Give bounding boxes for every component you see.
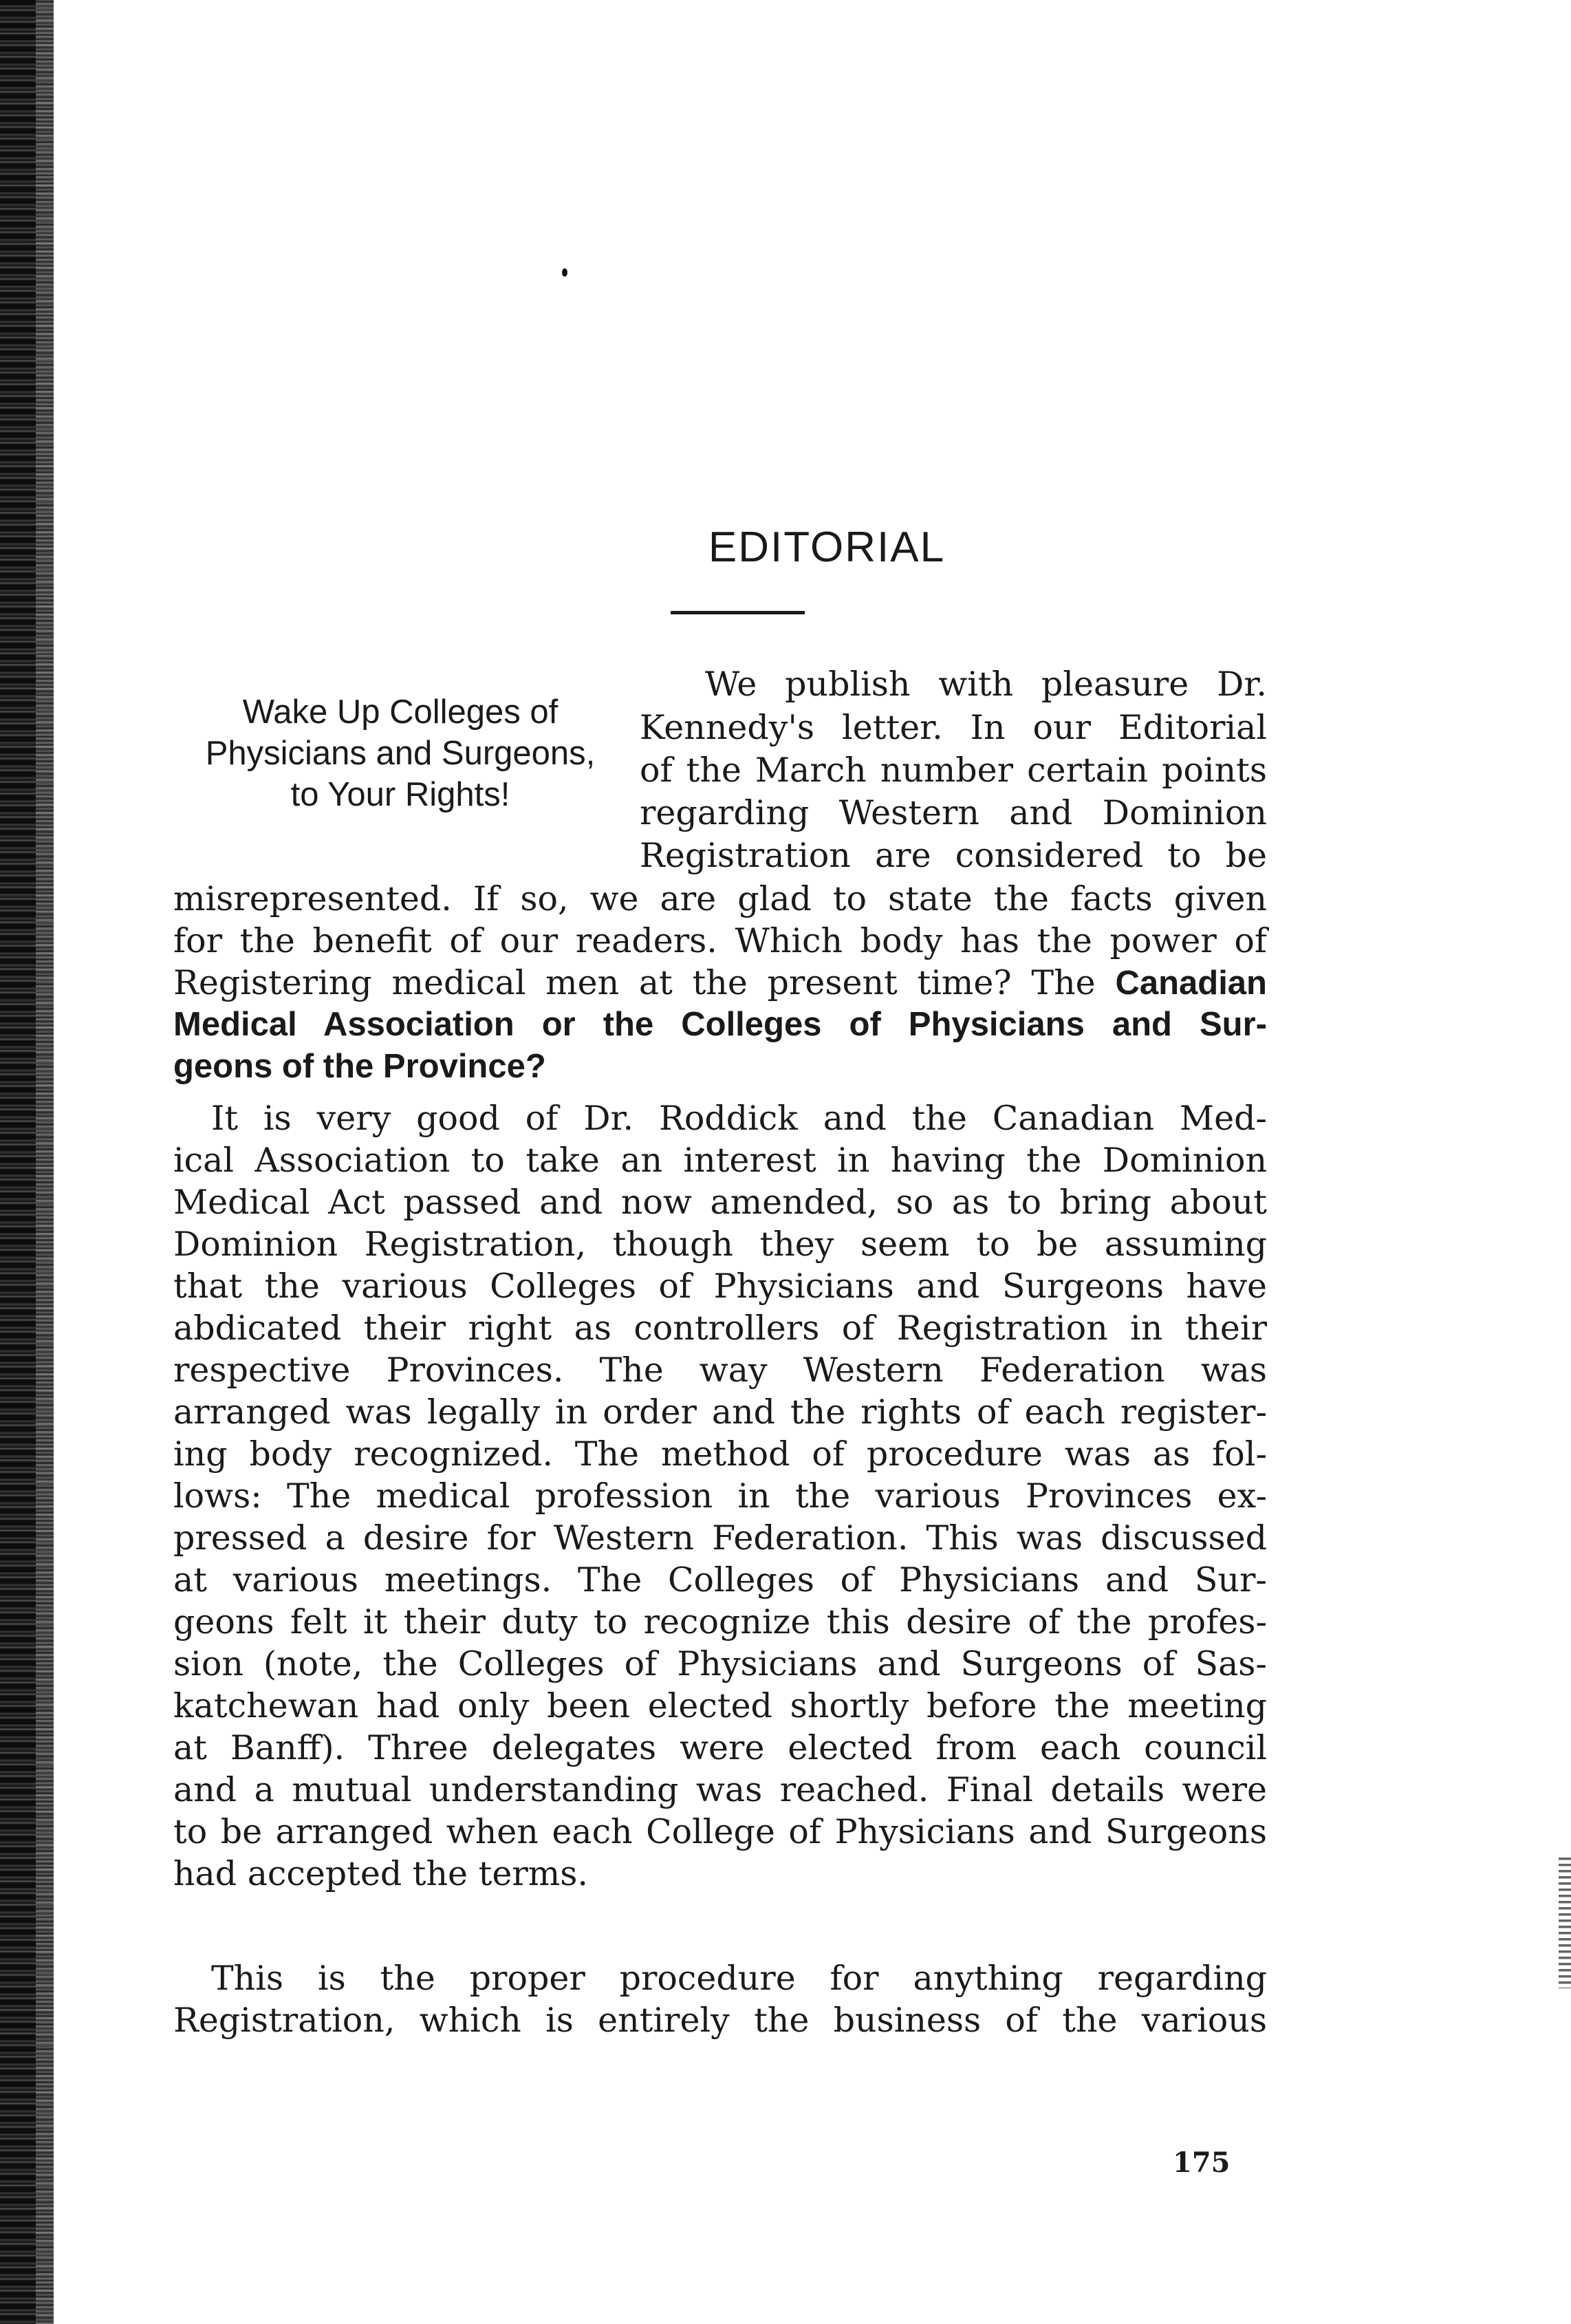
- text-line: ing body recognized. The method of procedure was as fol-: [173, 1434, 1267, 1474]
- text-line: sion (note, the Colleges of Physicians and Surgeons of Sas-: [173, 1644, 1267, 1683]
- intro-line: We publish with pleasure Dr.: [705, 665, 1267, 704]
- text-line: It is very good of Dr. Roddick and the Canadian Med-: [211, 1099, 1267, 1138]
- sidebar-title-line: to Your Rights!: [290, 776, 510, 813]
- paragraph-2: [173, 1097, 1267, 1895]
- text-line: at Banff). Three delegates were elected from each council: [173, 1728, 1267, 1767]
- text-line: Medical Association or the Colleges of Physicians and Sur-: [173, 1006, 1267, 1043]
- text-line: Registering medical men at the present time? The Canadian: [173, 963, 1267, 1002]
- text-line: pressed a desire for Western Federation. This was discussed: [173, 1518, 1267, 1558]
- text-line: at various meetings. The Colleges of Physicians and Sur-: [173, 1560, 1267, 1600]
- intro-line: Registration are considered to be: [640, 836, 1267, 875]
- text-line: arranged was legally in order and the rights of each register-: [173, 1392, 1267, 1432]
- page-title: EDITORIAL: [708, 524, 946, 571]
- text-line: that the various Colleges of Physicians and Surgeons have: [173, 1267, 1267, 1306]
- page-number: 175: [1173, 2147, 1231, 2179]
- paragraph-1: [173, 878, 1267, 1088]
- text-line: for the benefit of our readers. Which body has the power of: [173, 921, 1267, 960]
- text-line: geons felt it their duty to recognize this desire of the profes-: [173, 1602, 1267, 1642]
- intro-line: of the March number certain points: [640, 751, 1267, 790]
- text-line: respective Provinces. The way Western Federation was: [173, 1351, 1267, 1390]
- intro-line: Kennedy's letter. In our Editorial: [640, 708, 1267, 747]
- text-line: abdicated their right as controllers of Registration in their: [173, 1309, 1267, 1348]
- title-rule: [671, 611, 805, 614]
- text-line: This is the proper procedure for anything regarding: [211, 1959, 1267, 1998]
- text-line: ical Association to take an interest in having the Dominion: [173, 1141, 1267, 1180]
- scan-edge-marks: [1559, 1858, 1571, 1988]
- text-line: misrepresented. If so, we are glad to state the facts given: [173, 879, 1267, 918]
- text-line: Medical Act passed and now amended, so as to bring about: [173, 1183, 1267, 1222]
- text-line: katchewan had only been elected shortly before the meeting: [173, 1686, 1267, 1725]
- scan-speck: [562, 268, 567, 277]
- paragraph-3: [173, 1957, 1267, 2041]
- text-line: and a mutual understanding was reached. Final details were: [173, 1770, 1267, 1809]
- text-line: lows: The medical profession in the various Provinces ex-: [173, 1476, 1267, 1516]
- sidebar-title-line: Wake Up Colleges of: [242, 693, 559, 731]
- intro-line: regarding Western and Dominion: [640, 793, 1267, 832]
- text-line: to be arranged when each College of Physicians and Surgeons: [173, 1812, 1267, 1851]
- text-line: Registration, which is entirely the business of the various: [173, 2001, 1267, 2040]
- article-sidebar-title: [180, 691, 620, 815]
- text-line: Dominion Registration, though they seem to be assuming: [173, 1225, 1267, 1264]
- text-line: had accepted the terms.: [173, 1854, 588, 1893]
- scan-binding-edge: [0, 0, 54, 2324]
- text-line: geons of the Province?: [173, 1048, 546, 1085]
- sidebar-title-line: Physicians and Surgeons,: [205, 735, 596, 772]
